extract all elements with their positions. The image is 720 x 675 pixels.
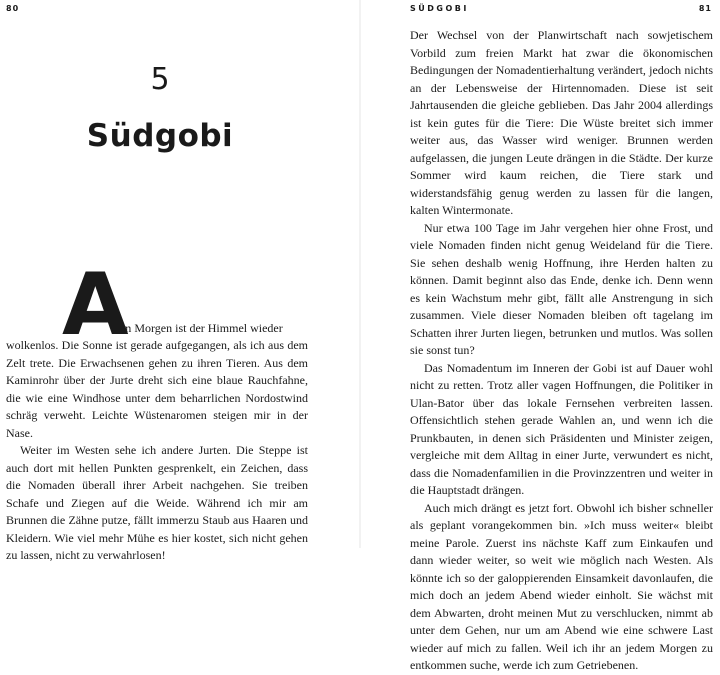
paragraph: Der Wechsel von der Planwirtschaft nach sowjetischem Vorbild zum freien Markt hat zwar die ökonomischen Bedingungen der Nomadentierhaltung verändert, jedoch nichts an der Lebensweise der Hirtennomaden. Diese ist seit Jahrtausenden die gleiche geblieben. Das Jahr 2004 allerdings ist kein gutes für die Tiere: Die Wüste breitet sich immer weiter aus, das Wasser wird weniger. Brunnen werden aufgelassen, die jungen Leute drängen in die Städte. Der kurze Sommer wird kaum reichen, die Tiere stark und widerstandsfähig genug werden zu lassen für die langen, kalten Wintermonate. <box>410 28 713 217</box>
paragraph: Nur etwa 100 Tage im Jahr vergehen hier ohne Frost, und viele Nomaden finden nicht genug Weideland für die Tiere. Sie sehen deshalb wenig Hoffnung, ihre Herden halten zu können. Damit beginnt also das Ende, denke ich. Denn wenn es kein Wachstum mehr gibt, fällt alle Anstrengung in sich zusammen. Viele dieser Nomaden bleiben oft tagelang im Schatten ihrer Jurten liegen, betrunken und mutlos. Was sollen sie sonst tun? <box>410 220 713 357</box>
left-page-body <box>6 337 308 565</box>
chapter-number: 5 <box>150 62 170 97</box>
drop-cap: A <box>62 255 129 355</box>
first-line <box>122 320 308 338</box>
right-page-body <box>410 27 713 675</box>
left-page-number: 80 <box>6 4 20 13</box>
paragraph: Auch mich drängt es jetzt fort. Obwohl ich bisher schneller als geplant vorangekommen bin. »Ich muss weiter« bleibt meine Parole. Zuerst ins nächste Kaff zum Einkaufen und dann wieder weiter, so weit wie möglich nach Westen. Als könnte ich so der galoppierenden Einsamkeit davonlaufen, die mich doch an jedem Abend wieder einholt. Sie wächst mit dem Abwarten, droht meinen Mut zu verschlucken, nimmt ab unter dem Gehen, nur um am Abend wie eine schwere Last wieder auf mich zu fallen. Weil ich ihr an jedem Morgen zu entkommen suche, werde ich zum Getriebenen. <box>410 500 713 672</box>
running-head: SÜDGOBI <box>410 4 469 13</box>
paragraph: Das Nomadentum im Inneren der Gobi ist auf Dauer wohl nicht zu retten. Trotz aller vagen Hoffnungen, die Politiker in Ulan-Bator über das lokale Fernsehen verbreiten lassen. Offensichtlich stehen gerade Wahlen an, und wenn ich die Prunkbauten, in denen sich Präsidenten und Minister zeigen, vergleiche mit dem Alltag in einer Jurte, verwundert es nicht, dass die Nomadenfamilien in die Provinzzentren und weiter in die Hauptstadt drängen. <box>410 360 713 497</box>
book-gutter <box>359 0 361 548</box>
right-page-number: 81 <box>698 4 712 13</box>
first-line-text: m Morgen ist der Himmel wieder <box>122 321 283 335</box>
paragraph: Weiter im Westen sehe ich andere Jurten. Die Steppe ist auch dort mit hellen Punkten gesprenkelt, ein Zeichen, dass die Nomaden überall ihrer Arbeit nachgehen. Sie treiben Schafe und Ziegen auf die Weide. Während ich mir am Brunnen die Zähne putze, fällt immerzu Staub aus Haaren und Kleidern. Wie viel mehr Mühe es hier kostet, sich nicht gehen zu lassen, nicht zu verwahrlosen! <box>6 443 308 562</box>
paragraph: wolkenlos. Die Sonne ist gerade aufgegangen, als ich aus dem Zelt trete. Die Erwachsenen gehen zu ihren Tieren. Aus dem Kaminrohr über der Jurte dreht sich eine blaue Rauchfahne, die wie eine Windhose unter dem beharrlichen Nordostwind schräg verweht. Leichte Wüstenaromen steigen mir in der Nase. <box>6 338 308 440</box>
chapter-title: Südgobi <box>86 118 234 154</box>
